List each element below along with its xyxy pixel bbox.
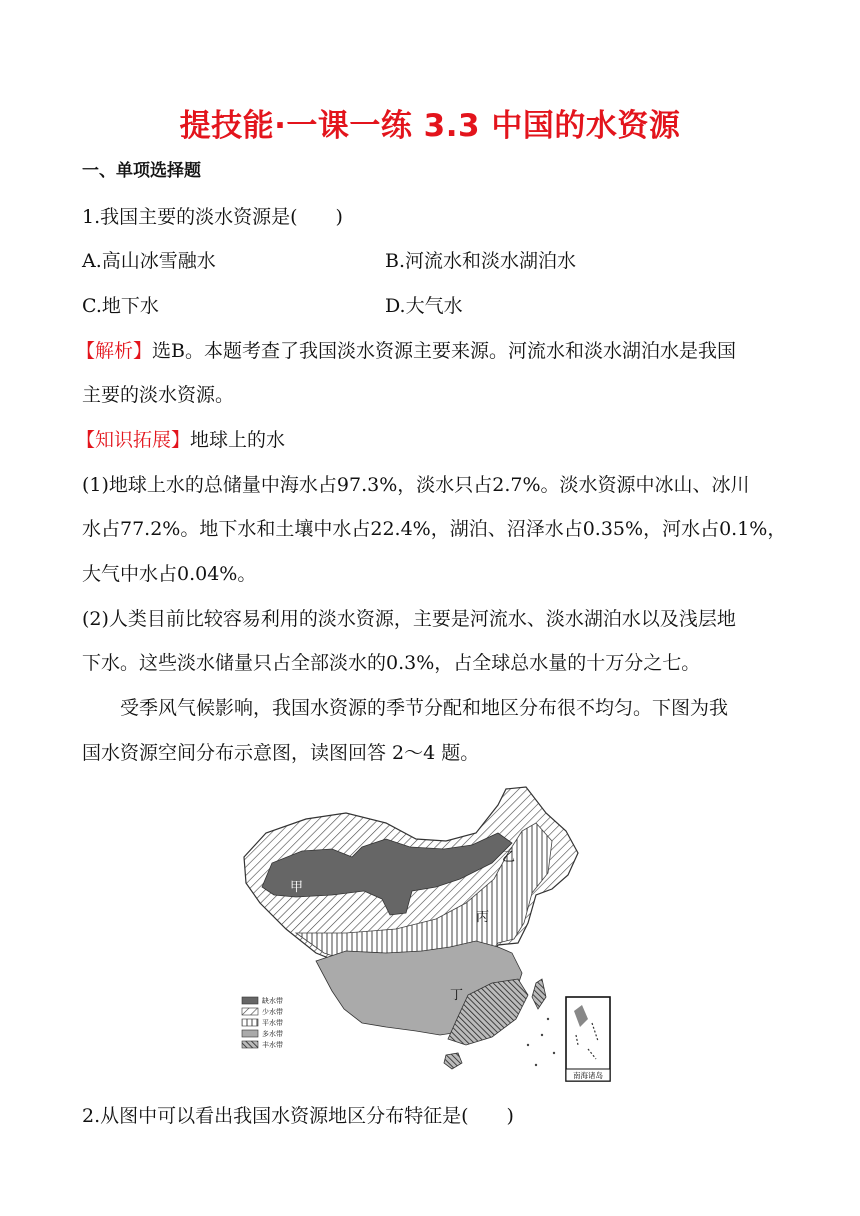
section-heading: 一、单项选择题 bbox=[82, 161, 201, 181]
intro-line-1: 受季风气候影响，我国水资源的季节分配和地区分布很不均匀。下图为我 bbox=[120, 697, 729, 719]
legend-swatch-normal bbox=[242, 1019, 258, 1026]
analysis-line-1 bbox=[76, 340, 776, 362]
legend-swatch-few bbox=[242, 1008, 258, 1015]
extension-title: 地球上的水 bbox=[190, 429, 286, 451]
analysis-line-2: 主要的淡水资源。 bbox=[82, 384, 235, 406]
extension-p1-line-3: 大气中水占0.04%。 bbox=[82, 563, 257, 585]
legend-label-4: 丰水带 bbox=[262, 1041, 283, 1049]
label-bing: 丙 bbox=[476, 910, 490, 925]
legend-swatch-wet bbox=[242, 1030, 258, 1037]
south-china-sea-inset bbox=[566, 997, 610, 1081]
inset-label: 南海诸岛 bbox=[573, 1071, 603, 1080]
taiwan-island bbox=[532, 979, 546, 1009]
legend-label-2: 平水带 bbox=[262, 1019, 283, 1027]
option-c: C.地下水 bbox=[82, 295, 159, 317]
question-1-stem: 1.我国主要的淡水资源是( ) bbox=[82, 206, 343, 228]
extension-heading bbox=[76, 429, 776, 451]
legend-label-1: 少水带 bbox=[262, 1008, 283, 1016]
analysis-tag: 【解析】 bbox=[76, 340, 153, 362]
extension-p2-line-1: (2)人类目前比较容易利用的淡水资源，主要是河流水、淡水湖泊水以及浅层地 bbox=[82, 608, 736, 630]
scattered-islands bbox=[527, 1018, 555, 1066]
extension-tag: 【知识拓展】 bbox=[76, 429, 191, 451]
page-title: 提技能·一课一练 3.3 中国的水资源 bbox=[179, 108, 681, 144]
extension-p1-line-1: (1)地球上水的总储量中海水占97.3%，淡水只占2.7%。淡水资源中冰山、冰川 bbox=[82, 474, 750, 496]
label-yi: 乙 bbox=[502, 850, 516, 865]
question-2-stem: 2.从图中可以看出我国水资源地区分布特征是( ) bbox=[82, 1105, 514, 1127]
label-ding: 丁 bbox=[450, 988, 464, 1003]
legend-label-0: 缺水带 bbox=[262, 997, 283, 1005]
option-b: B.河流水和淡水湖泊水 bbox=[385, 250, 577, 272]
label-jia: 甲 bbox=[290, 880, 304, 895]
map-legend bbox=[242, 996, 283, 1049]
intro-line-2: 国水资源空间分布示意图，读图回答 2～4 题。 bbox=[82, 742, 480, 764]
analysis-text-1: 选B。本题考查了我国淡水资源主要来源。河流水和淡水湖泊水是我国 bbox=[152, 340, 736, 362]
option-d: D.大气水 bbox=[385, 295, 463, 317]
extension-p2-line-2: 下水。这些淡水储量只占全部淡水的0.3%，占全球总水量的十万分之七。 bbox=[82, 652, 701, 674]
extension-p1-line-2: 水占77.2%。地下水和土壤中水占22.4%，湖泊、沼泽水占0.35%，河水占0.1%， bbox=[82, 518, 787, 540]
water-resource-map bbox=[236, 783, 620, 1085]
legend-swatch-scarce bbox=[242, 997, 258, 1004]
hainan-island bbox=[444, 1053, 462, 1069]
legend-swatch-rich bbox=[242, 1041, 258, 1048]
legend-label-3: 多水带 bbox=[262, 1030, 283, 1038]
china-water-map-svg bbox=[236, 783, 620, 1085]
option-a: A.高山冰雪融水 bbox=[82, 250, 216, 272]
